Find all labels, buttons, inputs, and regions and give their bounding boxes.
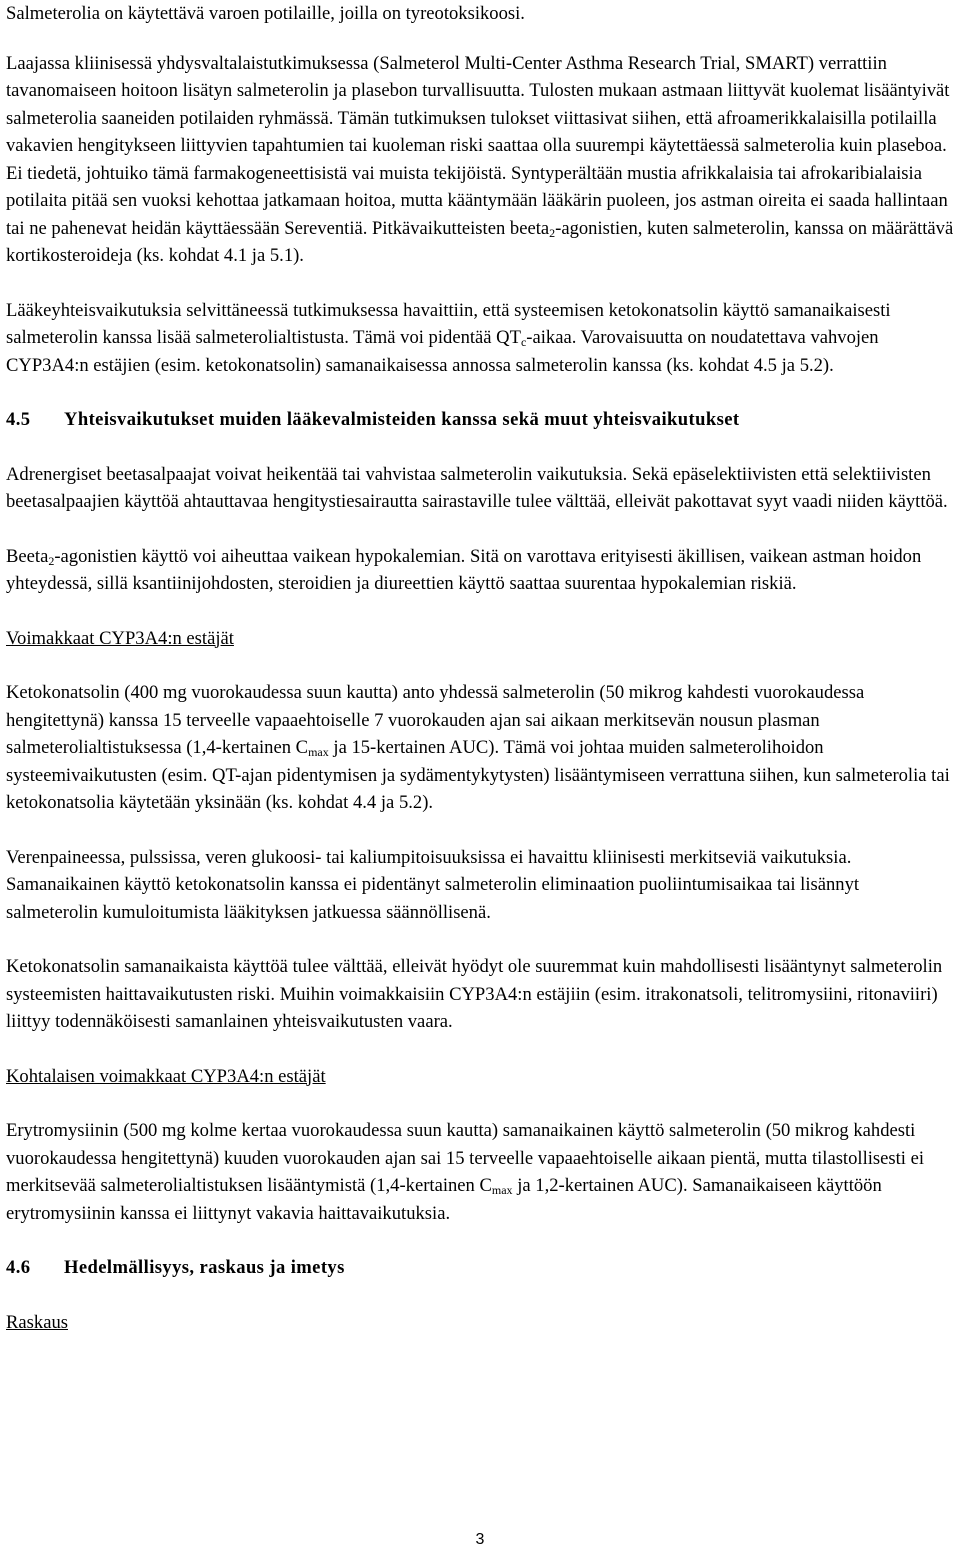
subheading-strong-cyp3a4: Voimakkaat CYP3A4:n estäjät [6,627,234,649]
subheading-moderate-cyp3a4: Kohtalaisen voimakkaat CYP3A4:n estäjät [6,1065,326,1087]
subheading-pregnancy: Raskaus [6,1311,68,1333]
page-number: 3 [475,1531,485,1548]
paragraph-thyrotoxicosis: Salmeterolia on käytettävä varoen potilaille, joilla on tyreotoksikoosi. [6,3,525,24]
paragraph-beta-blockers: Adrenergiset beetasalpaajat voivat heikentää tai vahvistaa salmeterolin vaikutuksia. Sekä epäselektiivisten että selektiivisten beetasalpaajien käyttöä ahtauttavaa hengitystiesairautta sairastaville tulee välttää, elleivät pakottavat syyt vaadi niiden käyttöä. [6,463,948,512]
paragraph-hypokalemia: Beeta$_2$-agonistien käyttö voi aiheuttaa vaikean hypokalemian. Sitä on varottava erityisesti äkillisen, vaikean astman hoidon yhteydessä, sillä ksantiinijohdosten, steroidien ja diureettien käyttö saattaa suurentaa hypokalemian riskiä. [6,545,922,594]
paragraph-avoid-ketoconazole: Ketokonatsolin samanaikaista käyttöä tulee välttää, elleivät hyödyt ole suuremmat kuin mahdollisesti lisääntynyt salmeterolin systeemisten haittavaikutusten riski. Muihin voimakkaisiin CYP3A4:n estäjiin (esim. itrakonatsoli, telitromysiini, ritonaviiri) liittyy todennäköisesti samanlainen yhteisvaikutusten vaara. [6,956,943,1032]
section-heading-4-5: 4.5 Yhteisvaikutukset muiden lääkevalmisteiden kanssa sekä muut yhteisvaikutukset [6,409,740,430]
document-page [6,0,954,1336]
paragraph-vitals: Verenpaineessa, pulssissa, veren glukoosi- tai kaliumpitoisuuksissa ei havaittu kliinisesti merkitseviä vaikutuksia. Samanaikainen käyttö ketokonatsolin kanssa ei pidentänyt salmeterolin eliminaation puoliintumisaikaa tai lisännyt salmeterolin kumuloitumista lääkityksen jatkuessa säännöllisenä. [6,846,860,923]
paragraph-smart-study: Laajassa kliinisessä yhdysvaltalaistutkimuksessa (Salmeterol Multi-Center Asthma Research Trial, SMART) verrattiin tavanomaiseen hoitoon lisätyn salmeterolin ja plasebon turvallisuutta. Tulosten mukaan astmaan liittyvät kuolemat lisääntyivät salmeterolia saaneiden potilaiden ryhmässä. Tämän tutkimuksen tulokset viittasivat siihen, että afroamerikkalaisilla potilailla vakavien hengitykseen liittyvien tapahtumien tai kuoleman riski saattaa olla suurempi käytettäessä salmeterolia kuin plaseboa. Ei tiedetä, johtuiko tämä farmakogeneettisistä vai muista tekijöistä. Syntyperältään mustia afrikkalaisia tai afrokaribialaisia potilaita pitää sen vuoksi kehottaa jatkamaan hoitoa, mutta kääntymään lääkärin puoleen, jos astman oireita ei saada hallintaan tai ne pahenevat heidän käyttäessään Sereventiä. Pitkävaikutteisten beeta$_2$-agonistien, kuten salmeterolin, kanssa on määrättävä kortikosteroideja (ks. kohdat 4.1 ja 5.1). [6,52,954,266]
paragraph-ketoconazole-study: Lääkeyhteisvaikutuksia selvittäneessä tutkimuksessa havaittiin, että systeemisen ketokonatsolin käyttö samanaikaisesti salmeterolin kanssa lisää salmeterolialtistusta. Tämä voi pidentää $QT_c$-aikaa. Varovaisuutta on noudatettava vahvojen CYP3A4:n estäjien (esim. ketokonatsolin) samanaikaisessa annossa salmeterolin kanssa (ks. kohdat 4.5 ja 5.2). [6,299,891,376]
section-heading-4-6: 4.6 Hedelmällisyys, raskaus ja imetys [6,1257,345,1278]
paragraph-ketoconazole-dosing: Ketokonatsolin (400 mg vuorokaudessa suun kautta) anto yhdessä salmeterolin (50 mikrog kahdesti vuorokaudessa hengitettynä) kanssa 15 terveelle vapaaehtoiselle 7 vuorokauden ajan sai aikaan merkitsevän nousun plasman salmeterolialtistuksessa (1,4-kertainen $C_{max}$ ja 15-kertainen AUC). Tämä voi johtaa muiden salmeterolihoidon systeemivaikutusten (esim. QT-ajan pidentymisen ja sydämentykytysten) lisääntymiseen verrattuna siihen, kun salmeterolia tai ketokonatsolia käytetään yksinään (ks. kohdat 4.4 ja 5.2). [6,682,950,813]
paragraph-erythromycin: Erytromysiinin (500 mg kolme kertaa vuorokaudessa suun kautta) samanaikainen käyttö salmeterolin (50 mikrog kahdesti vuorokaudessa hengitettynä) kuuden vuorokauden ajan sai 15 terveelle vapaaehtoiselle aikaan pientä, mutta tilastollisesti ei merkitsevää salmeterolialtistuksen lisääntymistä (1,4-kertainen $C_{max}$ ja 1,2-kertainen AUC). Samanaikaiseen käyttöön erytromysiinin kanssa ei liittynyt vakavia haittavaikutuksia. [6,1120,925,1224]
